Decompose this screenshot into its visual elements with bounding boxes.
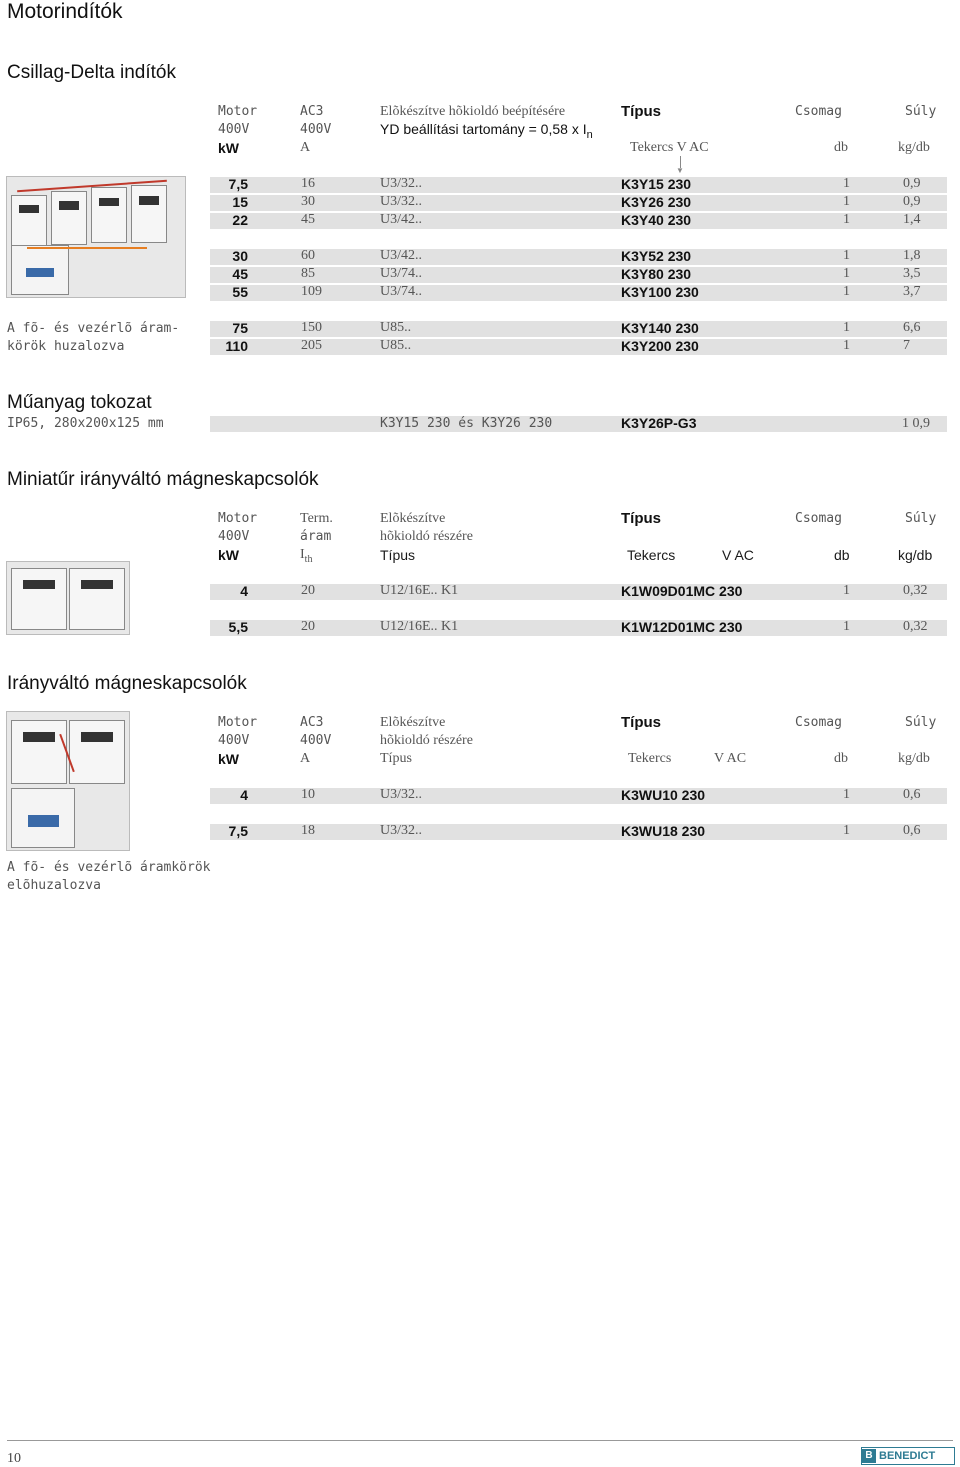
hdr-tipus: Típus xyxy=(621,714,661,731)
cell-type: K1W09D01MC 230 xyxy=(621,583,743,599)
hdr-400v-2: 400V xyxy=(300,733,332,748)
cell-db: 1 xyxy=(843,619,850,634)
table-row xyxy=(210,249,947,265)
hdr-kgdb: kg/db xyxy=(898,547,933,563)
hdr-prep: Elõkészítve xyxy=(380,715,446,730)
cell-db: 1 xyxy=(843,248,850,263)
hdr-prep-2: hõkioldó részére xyxy=(380,529,473,544)
section-title-enclosure: Műanyag tokozat xyxy=(7,392,152,413)
cell-db: 1 xyxy=(843,787,850,802)
cell-type: K3Y140 230 xyxy=(621,320,699,336)
product-image-star-delta-starter xyxy=(6,176,186,298)
cell-kw: 5,5 xyxy=(228,619,248,635)
cell-weight: 6,6 xyxy=(903,320,921,335)
hdr-a: A xyxy=(300,751,311,766)
hdr-motor: Motor xyxy=(218,715,258,730)
hdr-db: db xyxy=(834,751,848,766)
cell-weight: 7 xyxy=(903,338,910,353)
footer-divider xyxy=(7,1440,953,1441)
cell-weight: 0,32 xyxy=(903,619,928,634)
hdr-tipus: Típus xyxy=(621,510,661,527)
hdr-a: A xyxy=(300,140,311,155)
cell-weight: 0,32 xyxy=(903,583,928,598)
cell-prep: U85.. xyxy=(380,338,412,353)
cell-kw: 7,5 xyxy=(228,176,248,192)
cell-kw: 4 xyxy=(240,787,248,803)
table-row xyxy=(210,788,947,804)
enclosure-for: K3Y15 230 és K3Y26 230 xyxy=(380,416,553,431)
hdr-tekercs: Tekercs V AC xyxy=(630,140,709,155)
cell-type: K1W12D01MC 230 xyxy=(621,619,743,635)
hdr-tekercs: Tekercs xyxy=(627,547,676,563)
cell-current: 60 xyxy=(301,248,315,263)
cell-weight: 0,9 xyxy=(903,176,921,191)
cell-weight: 1,8 xyxy=(903,248,921,263)
hdr-400v: 400V xyxy=(218,733,250,748)
hdr-term: Term. xyxy=(300,511,333,526)
hdr-kgdb: kg/db xyxy=(898,751,930,766)
page-title: Motorindítók xyxy=(7,0,123,23)
cell-prep: U3/32.. xyxy=(380,194,422,209)
cell-weight: 3,7 xyxy=(903,284,921,299)
hdr-prep: Elõkészítve hõkioldó beépítésére xyxy=(380,104,566,119)
cell-type: K3Y26 230 xyxy=(621,194,692,210)
cell-db: 1 xyxy=(843,284,850,299)
hdr-kw: kW xyxy=(218,547,239,563)
cell-kw: 30 xyxy=(232,248,248,264)
table-row xyxy=(210,584,947,600)
hdr-prep: Elõkészítve xyxy=(380,511,446,526)
cell-kw: 15 xyxy=(232,194,248,210)
cell-db: 1 xyxy=(843,338,850,353)
cell-kw: 75 xyxy=(232,320,248,336)
cell-kw: 4 xyxy=(240,583,248,599)
table-row xyxy=(210,267,947,283)
brand-logo xyxy=(861,1447,955,1465)
hdr-motor: Motor xyxy=(218,104,258,119)
cell-weight: 3,5 xyxy=(903,266,921,281)
hdr-db: db xyxy=(834,547,850,563)
cell-type: K3WU10 230 xyxy=(621,787,706,803)
enclosure-type: K3Y26P-G3 xyxy=(621,415,697,431)
cell-db: 1 xyxy=(843,194,850,209)
cell-kw: 7,5 xyxy=(228,823,248,839)
cell-db: 1 xyxy=(843,320,850,335)
cell-current: 16 xyxy=(301,176,315,191)
cell-prep: U3/42.. xyxy=(380,212,422,227)
hdr-csomag: Csomag xyxy=(795,715,842,730)
note-prewired-1: A fõ- és vezérlõ áramkörök xyxy=(7,860,211,875)
hdr-400v: 400V xyxy=(218,122,250,137)
table-row xyxy=(210,416,947,432)
hdr-prep-type: Típus xyxy=(380,547,416,563)
cell-current: 10 xyxy=(301,787,315,802)
cell-current: 20 xyxy=(301,619,315,634)
cell-prep: U3/32.. xyxy=(380,176,422,191)
cell-prep: U3/74.. xyxy=(380,284,422,299)
cell-type: K3Y40 230 xyxy=(621,212,692,228)
arrow-down-icon: ▼ xyxy=(676,166,684,175)
cell-type: K3Y80 230 xyxy=(621,266,692,282)
cell-kw: 110 xyxy=(225,338,248,354)
hdr-aram: áram xyxy=(300,529,332,544)
cell-current: 150 xyxy=(301,320,322,335)
cell-prep: U85.. xyxy=(380,320,412,335)
cell-prep: U3/32.. xyxy=(380,787,422,802)
logo-mark-icon: B xyxy=(862,1449,876,1463)
product-image-mini-reversing-contactor xyxy=(6,561,130,635)
cell-current: 20 xyxy=(301,583,315,598)
hdr-tipus: Típus xyxy=(621,103,661,120)
table-row xyxy=(210,620,947,636)
cell-db: 1 xyxy=(843,176,850,191)
cell-weight: 0,6 xyxy=(903,787,921,802)
cell-type: K3WU18 230 xyxy=(621,823,706,839)
hdr-ith: $I_{th}$ xyxy=(300,547,313,565)
cell-kw: 22 xyxy=(232,212,248,228)
page-number: 10 xyxy=(7,1451,21,1466)
cell-prep: U12/16E.. K1 xyxy=(380,583,459,598)
hdr-suly: Súly xyxy=(905,511,937,526)
section-title-star-delta: Csillag-Delta indítók xyxy=(7,62,176,83)
hdr-vac: V AC xyxy=(722,547,754,563)
cell-db: 1 xyxy=(843,266,850,281)
note-wired-1: A fõ- és vezérlõ áram- xyxy=(7,321,180,336)
cell-prep: U3/32.. xyxy=(380,823,422,838)
enclosure-db-kg: 1 0,9 xyxy=(902,416,930,431)
cell-weight: 0,9 xyxy=(903,194,921,209)
cell-current: 18 xyxy=(301,823,315,838)
table-row xyxy=(210,195,947,211)
cell-current: 30 xyxy=(301,194,315,209)
cell-prep: U3/74.. xyxy=(380,266,422,281)
cell-current: 109 xyxy=(301,284,322,299)
cell-db: 1 xyxy=(843,823,850,838)
hdr-vac: V AC xyxy=(714,751,747,766)
brand-name: BENEDICT xyxy=(879,1450,936,1462)
cell-kw: 45 xyxy=(232,266,248,282)
hdr-kgdb: kg/db xyxy=(898,140,930,155)
cell-current: 205 xyxy=(301,338,322,353)
cell-current: 85 xyxy=(301,266,315,281)
cell-type: K3Y100 230 xyxy=(621,284,699,300)
cell-prep: U12/16E.. K1 xyxy=(380,619,459,634)
hdr-csomag: Csomag xyxy=(795,104,842,119)
cell-db: 1 xyxy=(843,212,850,227)
hdr-yd-range: YD beállítási tartomány = 0,58 x $I_n$ xyxy=(380,121,593,141)
table-row xyxy=(210,824,947,840)
cell-prep: U3/42.. xyxy=(380,248,422,263)
section-title-mini-reversing: Miniatűr irányváltó mágneskapcsolók xyxy=(7,469,319,490)
hdr-tekercs: Tekercs xyxy=(628,751,672,766)
hdr-400v: 400V xyxy=(218,529,250,544)
cell-type: K3Y15 230 xyxy=(621,176,692,192)
table-row xyxy=(210,177,947,193)
enclosure-spec: IP65, 280x200x125 mm xyxy=(7,416,164,431)
hdr-suly: Súly xyxy=(905,104,937,119)
note-prewired-2: elõhuzalozva xyxy=(7,878,101,893)
hdr-ac3: AC3 xyxy=(300,104,324,119)
table-row xyxy=(210,213,947,229)
cell-type: K3Y200 230 xyxy=(621,338,699,354)
cell-type: K3Y52 230 xyxy=(621,248,692,264)
hdr-motor: Motor xyxy=(218,511,258,526)
cell-weight: 0,6 xyxy=(903,823,921,838)
hdr-400v-2: 400V xyxy=(300,122,332,137)
hdr-kw: kW xyxy=(218,751,239,767)
product-image-reversing-contactor xyxy=(6,711,130,851)
hdr-suly: Súly xyxy=(905,715,937,730)
hdr-prep-type: Típus xyxy=(380,751,412,766)
hdr-db: db xyxy=(834,140,848,155)
cell-current: 45 xyxy=(301,212,315,227)
hdr-csomag: Csomag xyxy=(795,511,842,526)
note-wired-2: körök huzalozva xyxy=(7,339,125,354)
cell-weight: 1,4 xyxy=(903,212,921,227)
hdr-prep-2: hõkioldó részére xyxy=(380,733,473,748)
cell-db: 1 xyxy=(843,583,850,598)
cell-kw: 55 xyxy=(232,284,248,300)
section-title-reversing: Irányváltó mágneskapcsolók xyxy=(7,673,247,694)
hdr-kw: kW xyxy=(218,140,239,156)
hdr-ac3: AC3 xyxy=(300,715,324,730)
